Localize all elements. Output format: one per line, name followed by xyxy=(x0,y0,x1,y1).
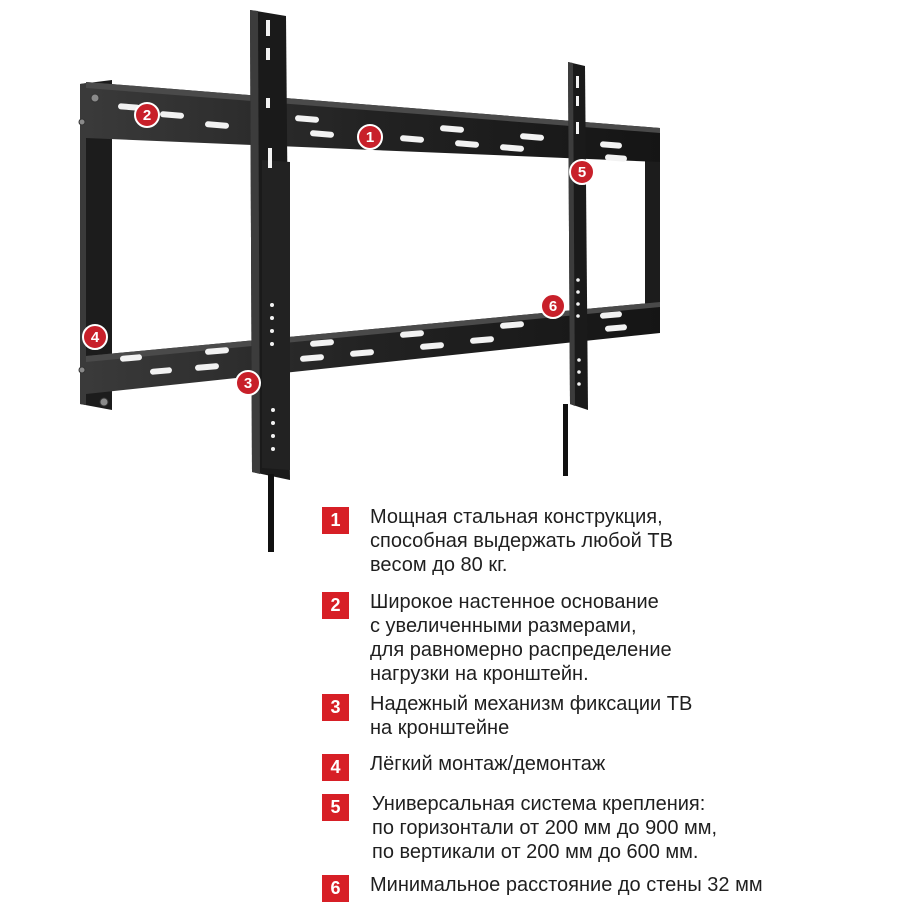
svg-text:4: 4 xyxy=(90,329,100,346)
feature-text: Минимальное расстояние до стены 32 мм xyxy=(370,874,763,896)
feature-number-badge: 4 xyxy=(322,754,349,781)
feature-item-1 xyxy=(322,505,673,577)
feature-item-2 xyxy=(322,590,672,686)
feature-number-badge: 1 xyxy=(322,507,349,534)
feature-text: Надежный механизм фиксации ТВ на кронштейне xyxy=(370,693,693,739)
feature-text: Лёгкий монтаж/демонтаж xyxy=(370,753,606,775)
feature-item-5 xyxy=(322,792,717,864)
feature-text: Мощная стальная конструкция, способная выдержать любой ТВ весом до 80 кг. xyxy=(370,506,673,576)
feature-number-badge: 3 xyxy=(322,694,349,721)
svg-text:1: 1 xyxy=(365,129,375,146)
svg-text:5: 5 xyxy=(577,164,587,181)
svg-text:3: 3 xyxy=(243,375,253,392)
feature-text: Широкое настенное основание с увеличенными размерами, для равномерно распределение нагрузки на кронштейн. xyxy=(370,591,672,685)
svg-text:2: 2 xyxy=(142,107,152,124)
feature-number-badge: 5 xyxy=(322,794,349,821)
feature-item-4 xyxy=(322,752,605,781)
feature-number-badge: 2 xyxy=(322,592,349,619)
feature-text: Универсальная система крепления: по горизонтали от 200 мм до 900 мм, по вертикали от 200 мм до 600 мм. xyxy=(372,793,718,863)
svg-text:6: 6 xyxy=(548,298,558,315)
feature-number-badge: 6 xyxy=(322,875,349,902)
feature-item-3 xyxy=(322,692,692,740)
feature-item-6 xyxy=(322,873,763,902)
